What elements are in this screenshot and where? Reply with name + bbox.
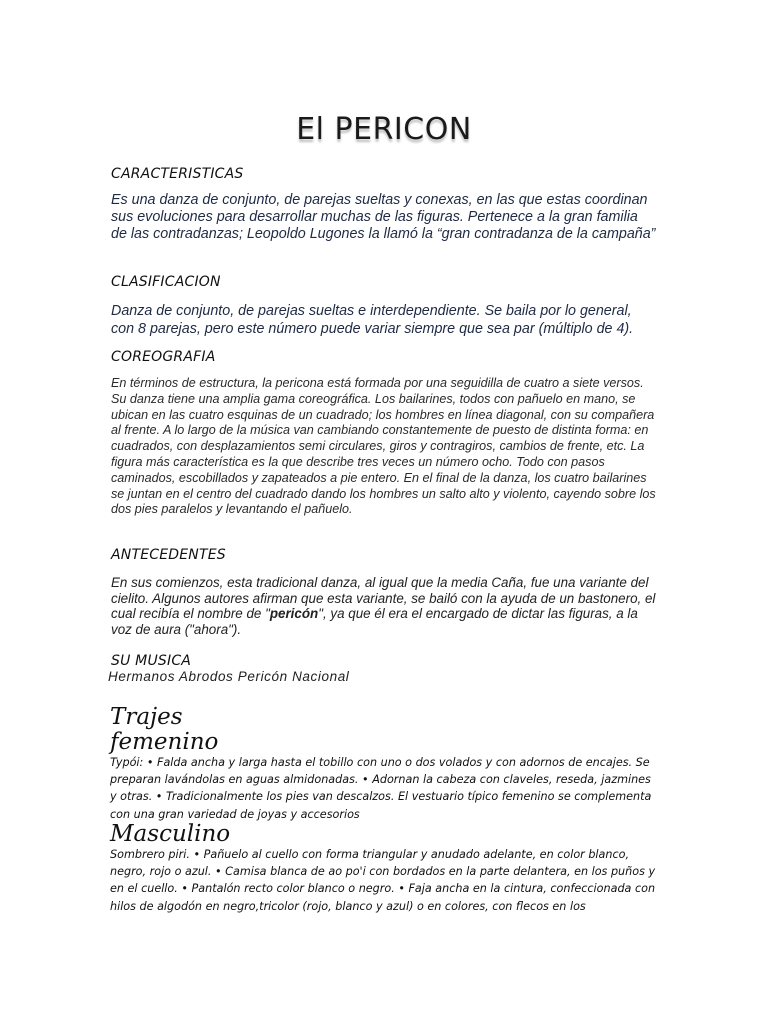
paragraph-clasificacion: Danza de conjunto, de parejas sueltas e interdependiente. Se baila por lo general, con 8 parejas, pero este número puede variar siempre que sea par (múltiplo de 4).	[111, 303, 634, 337]
heading-femenino: femenino	[110, 729, 219, 755]
musica-text: Hermanos Abrodos Pericón Nacional	[108, 669, 350, 684]
paragraph-antecedentes	[111, 575, 661, 637]
heading-caracteristicas: CARACTERISTICAS	[111, 166, 244, 182]
paragraph-coreografia: En términos de estructura, la pericona está formada por una seguidilla de cuatro a siete versos. Su danza tiene una amplia gama coreográfica. Los bailarines, todos con pañuelo en mano, se ubican en las cuatro esquinas de un cuadrado; los hombres en línea diagonal, con su compañera al frente. A lo largo de la música van cambiando constantemente de puesto de distinta forma: en cuadrados, con desplazamientos semi circulares, giros y contragiros, cambios de frente, etc. La figura más característica es la que describe tres veces un número ocho. Todo con pasos caminados, escobillados y zapateados a pie entero. En el final de la danza, los cuatro bailarines se juntan en el centro del cuadrado dando los hombres un salto alto y violento, cayendo sobre los dos pies paralelos y levantando el pañuelo.	[111, 376, 656, 517]
antecedentes-text-before: En sus comienzos, esta tradicional danza, al igual que la media Caña, fue una variante del cielito. Algunos autores afirman que esta variante, se bailó con la ayuda de un bastonero, el cual recibía el nombre de "	[111, 575, 656, 622]
paragraph-masculino: Sombrero piri. • Pañuelo al cuello con forma triangular y anudado adelante, en color blanco, negro, rojo o azul. • Camisa blanca de ao po'i con bordados en la parte delantera, en los puños y en el cuello. • Pantalón recto color blanco o negro. • Faja ancha en la cintura, confeccionada con hilos de algodón en negro,tricolor (rojo, blanco y azul) o en colores, con flecos en los	[110, 848, 656, 913]
heading-coreografia: COREOGRAFIA	[111, 349, 216, 365]
heading-su-musica: SU MUSICA	[111, 653, 192, 669]
document-title: El PERICON	[296, 112, 472, 147]
paragraph-caracteristicas: Es una danza de conjunto, de parejas sueltas y conexas, en las que estas coordinan sus evoluciones para desarrollar muchas de las figuras. Pertenece a la gran familia de las contradanzas; Leopoldo Lugones la llamó la “gran contradanza de la campaña”	[111, 192, 656, 243]
antecedentes-text-after: ", ya que él era el encargado de dictar las figuras, a la voz de aura ("ahora").	[111, 606, 638, 637]
heading-clasificacion: CLASIFICACION	[111, 274, 221, 290]
paragraph-femenino: Typói: • Falda ancha y larga hasta el tobillo con uno o dos volados y con adornos de encajes. Se preparan lavándolas en aguas almidonadas. • Adornan la cabeza con claveles, reseda, jazmines y otras. • Tradicionalmente los pies van descalzos. El vestuario típico femenino se complementa con una gran variedad de joyas y accesorios	[110, 756, 652, 821]
heading-antecedentes: ANTECEDENTES	[111, 547, 226, 563]
heading-masculino: Masculino	[110, 821, 231, 847]
heading-trajes: Trajes	[110, 704, 183, 730]
antecedentes-bold-term: pericón	[269, 606, 319, 622]
